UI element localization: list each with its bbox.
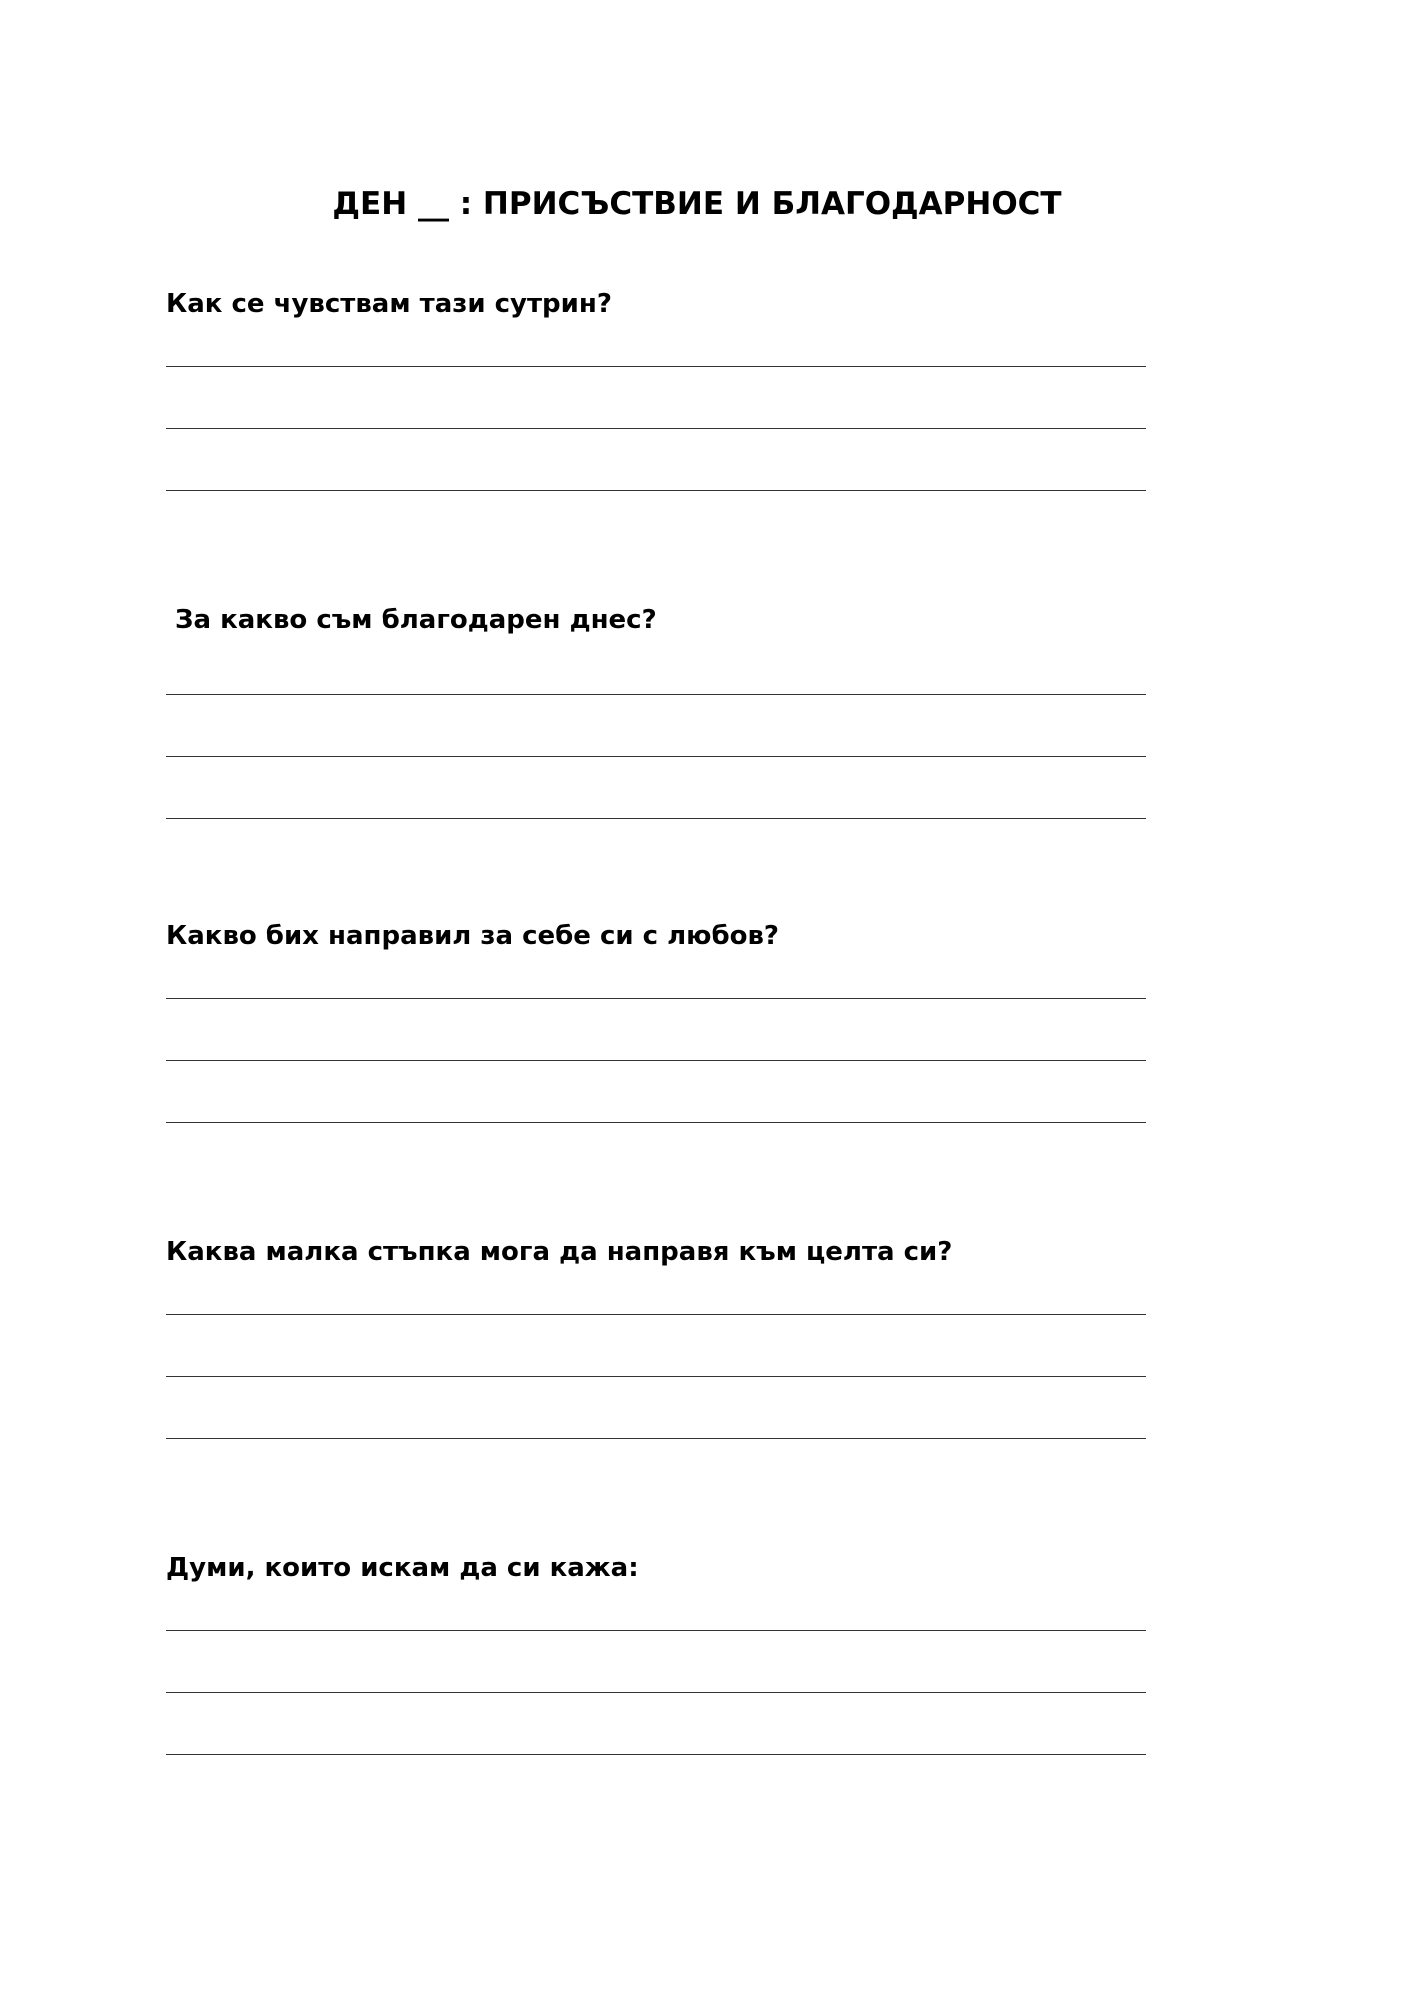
question-heading: Какво бих направил за себе си с любов? — [166, 921, 780, 951]
section-self-love — [166, 918, 1146, 954]
answer-line[interactable] — [166, 1314, 1146, 1315]
answer-line[interactable] — [166, 1630, 1146, 1631]
answer-line[interactable] — [166, 1754, 1146, 1755]
answer-line[interactable] — [166, 694, 1146, 695]
question-heading: Думи, които искам да си кажа: — [166, 1553, 639, 1583]
section-small-step — [166, 1234, 1146, 1270]
answer-line[interactable] — [166, 1438, 1146, 1439]
section-gratitude — [166, 602, 1146, 638]
answer-line[interactable] — [166, 1692, 1146, 1693]
answer-line[interactable] — [166, 1122, 1146, 1123]
section-words-to-self — [166, 1550, 1146, 1586]
answer-line[interactable] — [166, 366, 1146, 367]
answer-line[interactable] — [166, 428, 1146, 429]
answer-line[interactable] — [166, 1376, 1146, 1377]
answer-line[interactable] — [166, 756, 1146, 757]
answer-line[interactable] — [166, 490, 1146, 491]
answer-line[interactable] — [166, 1060, 1146, 1061]
section-morning-feeling — [166, 286, 1146, 322]
question-heading: Как се чувствам тази сутрин? — [166, 289, 612, 319]
answer-line[interactable] — [166, 998, 1146, 999]
answer-line[interactable] — [166, 818, 1146, 819]
question-heading: За какво съм благодарен днес? — [166, 605, 657, 635]
question-heading: Каква малка стъпка мога да направя към целта си? — [166, 1237, 953, 1267]
page-title: ДЕН __ : ПРИСЪСТВИЕ И БЛАГОДАРНОСТ — [332, 186, 1062, 222]
